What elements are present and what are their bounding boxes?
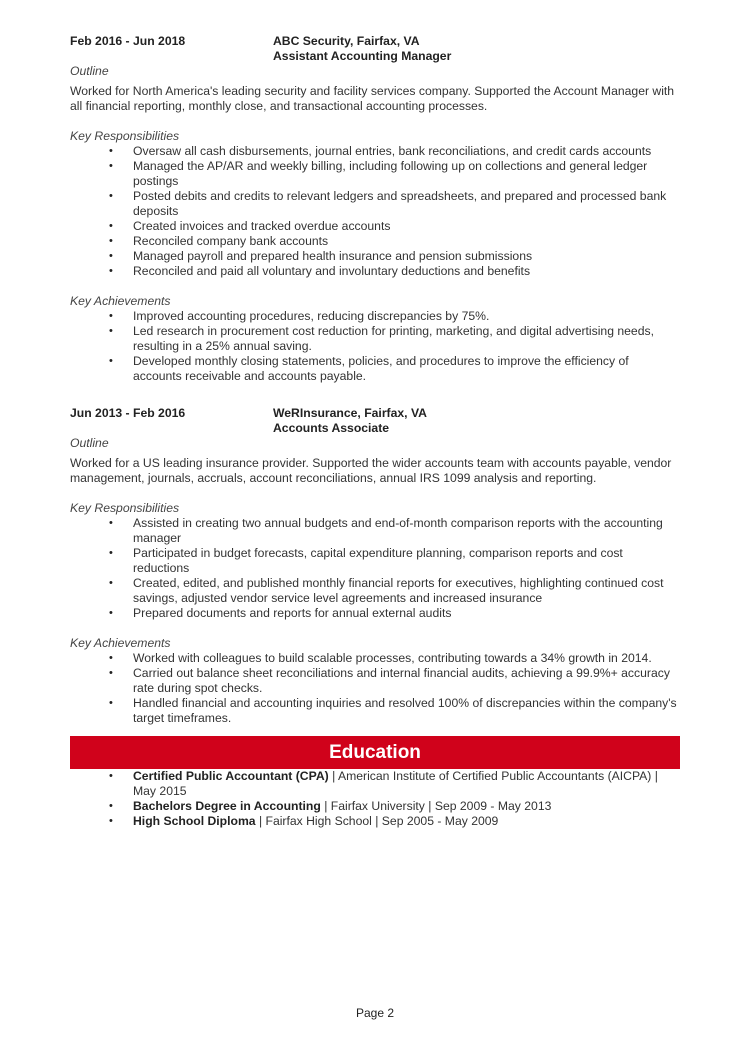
responsibilities-list xyxy=(70,516,680,621)
list-item: • Carried out balance sheet reconciliations and internal financial audits, achieving a 99.9%+ accuracy rate during spot checks. xyxy=(133,666,680,696)
degree-name: Certified Public Accountant (CPA) xyxy=(133,769,329,783)
list-item: • Reconciled and paid all voluntary and involuntary deductions and benefits xyxy=(133,264,680,279)
responsibilities-list xyxy=(70,144,680,279)
list-item: • Reconciled company bank accounts xyxy=(133,234,680,249)
list-item: • Developed monthly closing statements, policies, and procedures to improve the efficiency of accounts receivable and accounts payable. xyxy=(133,354,680,384)
job-dates: Jun 2013 - Feb 2016 xyxy=(70,406,186,420)
outline-text: Worked for a US leading insurance provider. Supported the wider accounts team with accounts payable, vendor management, journals, accruals, account reconciliations, annual IRS 1099 analysis and reporting. xyxy=(70,456,672,485)
education-heading-bar xyxy=(70,736,680,769)
job-title: Accounts Associate xyxy=(273,421,390,435)
job-dates: Feb 2016 - Jun 2018 xyxy=(70,34,186,48)
list-item: • Managed the AP/AR and weekly billing, including following up on collections and general ledger postings xyxy=(133,159,680,189)
education-list xyxy=(70,769,680,829)
achievements-list xyxy=(70,651,680,726)
list-item xyxy=(133,814,680,829)
list-item: • Created, edited, and published monthly financial reports for executives, highlighting continued cost savings, adjusted vendor service level agreements and increased insurance xyxy=(133,576,680,606)
job-company: WeRInsurance, Fairfax, VA xyxy=(273,406,427,420)
list-item xyxy=(133,799,680,814)
list-item: • Assisted in creating two annual budgets and end-of-month comparison reports with the accounting manager xyxy=(133,516,680,546)
list-item: • Posted debits and credits to relevant ledgers and spreadsheets, and prepared and processed bank deposits xyxy=(133,189,680,219)
degree-details: | Fairfax High School | Sep 2005 - May 2009 xyxy=(255,814,499,828)
degree-details: | Fairfax University | Sep 2009 - May 2013 xyxy=(320,799,552,813)
achievements-label: Key Achievements xyxy=(70,294,171,308)
job-title-block xyxy=(273,406,427,436)
page-number: Page 2 xyxy=(355,1006,395,1020)
list-item: • Oversaw all cash disbursements, journal entries, bank reconciliations, and credit cards accounts xyxy=(133,144,680,159)
job-entry-werinsurance xyxy=(70,406,680,726)
list-item: • Improved accounting procedures, reducing discrepancies by 75%. xyxy=(133,309,680,324)
degree-details: | American Institute of Certified Public Accountants (AICPA) | May 2015 xyxy=(133,769,658,798)
job-company: ABC Security, Fairfax, VA xyxy=(273,34,420,48)
outline-text: Worked for North America's leading security and facility services company. Supported the Account Manager with all financial reporting, monthly close, and transactional accounting processes. xyxy=(70,84,675,113)
list-item: • Prepared documents and reports for annual external audits xyxy=(133,606,680,621)
responsibilities-label: Key Responsibilities xyxy=(70,129,180,143)
job-title: Assistant Accounting Manager xyxy=(273,49,452,63)
job-header xyxy=(70,34,680,64)
list-item: • Created invoices and tracked overdue accounts xyxy=(133,219,680,234)
outline-label: Outline xyxy=(70,64,109,78)
list-item: • Led research in procurement cost reduction for printing, marketing, and digital advertising needs, resulting in a 25% annual saving. xyxy=(133,324,680,354)
resume-page xyxy=(70,34,680,829)
job-entry-abc-security xyxy=(70,34,680,384)
list-item: • Participated in budget forecasts, capital expenditure planning, comparison reports and cost reductions xyxy=(133,546,680,576)
job-header xyxy=(70,406,680,436)
list-item: • Handled financial and accounting inquiries and resolved 100% of discrepancies within the company's target timeframes. xyxy=(133,696,680,726)
list-item xyxy=(133,769,680,799)
outline-label: Outline xyxy=(70,436,109,450)
degree-name: Bachelors Degree in Accounting xyxy=(133,799,321,813)
section-title: Education xyxy=(329,741,421,763)
list-item: • Managed payroll and prepared health insurance and pension submissions xyxy=(133,249,680,264)
achievements-list xyxy=(70,309,680,384)
responsibilities-label: Key Responsibilities xyxy=(70,501,180,515)
list-item: • Worked with colleagues to build scalable processes, contributing towards a 34% growth in 2014. xyxy=(133,651,680,666)
job-title-block xyxy=(273,34,451,64)
achievements-label: Key Achievements xyxy=(70,636,171,650)
degree-name: High School Diploma xyxy=(133,814,256,828)
